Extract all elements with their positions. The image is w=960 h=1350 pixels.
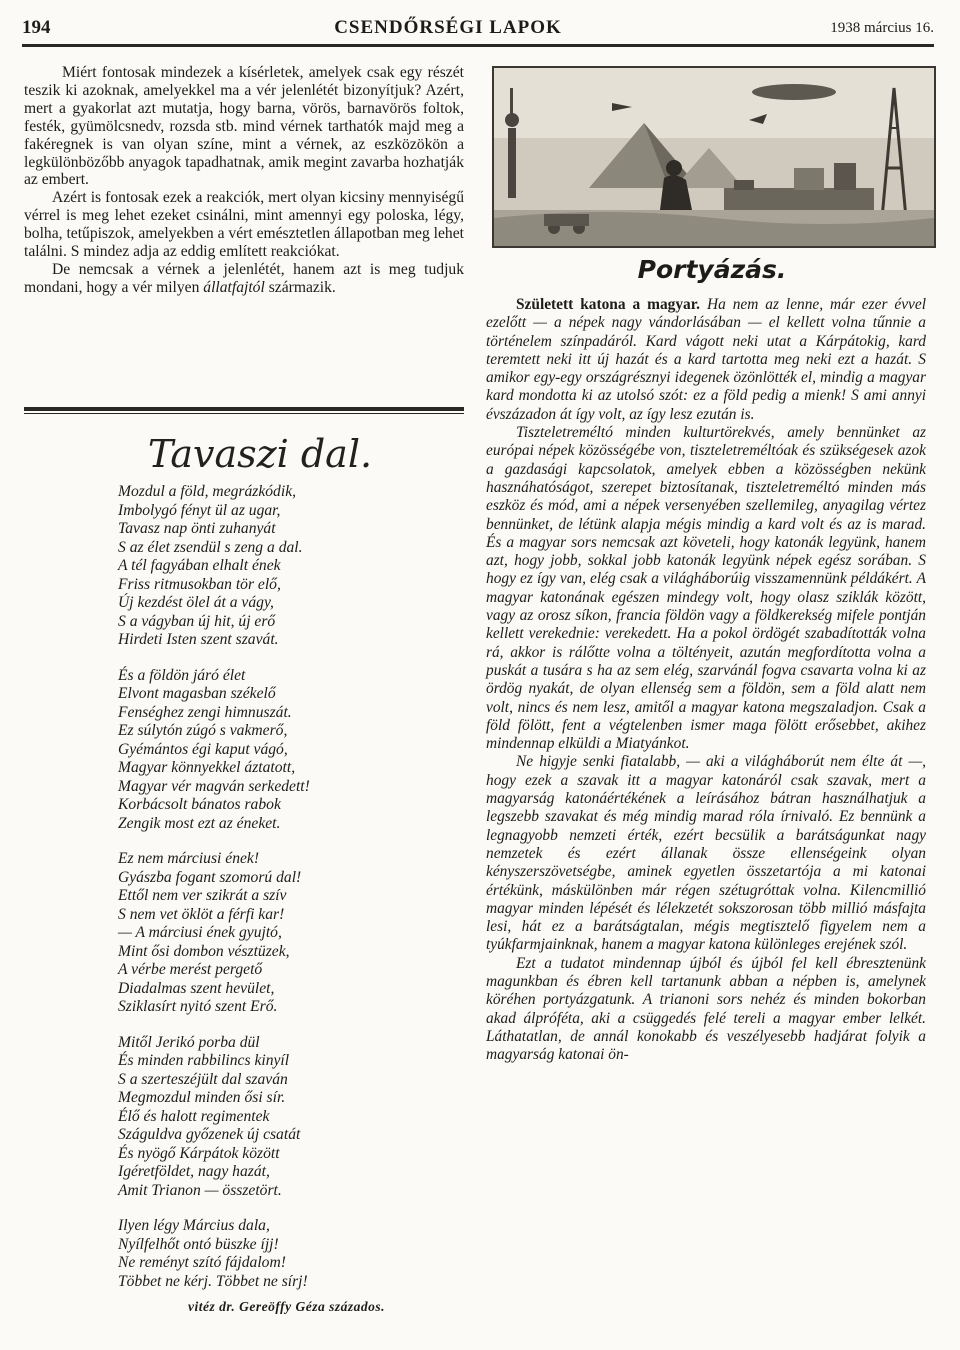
poem-line: És nyögő Kárpátok között bbox=[118, 1144, 280, 1162]
poem-line: — A márciusi ének gyujtó, bbox=[118, 924, 282, 941]
paragraph-text: De nemcsak a vérnek a jelenlétét, hanem azt is meg tudjuk mondani, hogy a vér milyen bbox=[24, 260, 464, 296]
emphasis-text: állatfajtól bbox=[203, 278, 265, 296]
poem-body bbox=[118, 483, 448, 1308]
poem-line: Élő és halott regimentek bbox=[118, 1107, 270, 1125]
poem-line: És a földön járó élet bbox=[118, 666, 246, 684]
poem-line: A vérbe merést pergető bbox=[118, 961, 263, 978]
article-paragraph: Ne higyje senki fiatalabb, — aki a világháborút nem élte át —, hogy ezek a szavak itt a magyar katonáról csak szavak, mert a magyarság katonáértékének a leírásához bátran használhatjuk a legszebb szavakat és még mindig marad róla írnivaló. Ez bennünk a legnagyobb nemzeti érték, ezért becsülik a barátságunkat nagy nemzetek és ezért állanak össze ellenségeink olyan kényszerszövetségbe, aminek egyetlen összetartója a mi katonai értékünk, máskülönben már régen szétugróttak volna. Kilencmillió magyar minden lépését és lélekzetét sokszorosan több millió másfajta lesi, hát ez a barátságtalan, mégis megtisztelő figyelem nem a tyúkfarmjainknak, hanem a magyar katona különleges erejének szól. bbox=[486, 753, 926, 954]
issue-date: 1938 március 16. bbox=[830, 19, 934, 36]
poem-stanza bbox=[118, 1034, 448, 1201]
section-divider bbox=[24, 407, 464, 411]
poem-line: Ilyen légy Március dala, bbox=[118, 1217, 270, 1234]
right-article bbox=[486, 296, 926, 1064]
poem-author: vitéz dr. Gereöffy Géza százados. bbox=[188, 1299, 385, 1314]
poem-line: Magyar könnyekkel áztatott, bbox=[118, 759, 296, 776]
left-article bbox=[24, 64, 464, 297]
poem-line: Mozdul a föld, megrázkódik, bbox=[118, 483, 297, 500]
poem-line: Imbolygó fényt ül az ugar, bbox=[118, 501, 281, 519]
section-divider-thin bbox=[24, 413, 464, 414]
poem-line: Ez súlytón zúgó s vakmerő, bbox=[118, 722, 288, 739]
poem-line: Gyászba fogant szomorú dal! bbox=[118, 868, 302, 886]
poem-line: Diadalmas szent hevület, bbox=[118, 979, 275, 997]
journal-title: CSENDŐRSÉGI LAPOK bbox=[334, 17, 562, 38]
header-rule bbox=[22, 44, 934, 47]
poem-line: Ne reményt szító fájdalom! bbox=[118, 1254, 286, 1271]
poem-line: Sziklasírt nyitó szent Erő. bbox=[118, 998, 278, 1015]
poem-line: És minden rabbilincs kinyíl bbox=[118, 1052, 290, 1069]
paragraph-text: származik. bbox=[264, 278, 336, 296]
poem-line: Hirdeti Isten szent szavát. bbox=[118, 631, 279, 648]
poem-line: Ettől nem ver szikrát a szív bbox=[118, 887, 287, 904]
poem-line: Amit Trianon — összetört. bbox=[118, 1181, 282, 1199]
poem-line: Zengik most ezt az éneket. bbox=[118, 814, 281, 832]
poem-line: Gyémántos égi kaput vágó, bbox=[118, 740, 288, 758]
poem-line: Korbácsolt bánatos rabok bbox=[118, 796, 281, 813]
poem-stanza bbox=[118, 667, 448, 834]
poem-line: Mitől Jerikó porba dül bbox=[118, 1033, 260, 1051]
header-illustration bbox=[492, 66, 936, 248]
poem-line: Mint ősi dombon vésztüzek, bbox=[118, 942, 290, 960]
poem-line: Ez nem márciusi ének! bbox=[118, 850, 260, 867]
article-paragraph: Miért fontosak mindezek a kísérletek, amelyek csak egy részét teszik ki azoknak, amelyekkel ma a vér jelenlétét bizonyítjuk? Azért, mert a gyakorlat azt mutatja, hogy barna, vörös, barnavörös foltok, festék, gyümölcsnedv, rozsda stb. mind vérnek tarthatók majd meg a fakéregnek is van olyan színe, mint a vérnek, az eszközökön a legkülönbözőbb anyagok tapadhatnak, amik megint zavarba hozhatják az embert. bbox=[24, 64, 464, 189]
poem-line: Igéretföldet, nagy hazát, bbox=[118, 1163, 270, 1180]
poem-line: Fenséghez zengi himnuszát. bbox=[118, 703, 292, 721]
paragraph-text: Ha nem az lenne, már ezer évvel ezelőtt — a népek nagy vándorlásában — el kellett volna tűnnie a történelem színpadáról. Kard vágott neki utat a Kárpátokig, kard teremtett neki itt új hazát és a kard tartotta meg neki ezt a hazát. S amikor egy-egy országrésznyi idegenek özönlötték el, mindig a magyar kard mondotta ki az utolsó szót: ez a föld pedig a mienk! S ami annyi évszázadon át így volt, az így lesz ezután is. bbox=[486, 296, 926, 423]
poem-line: Tavasz nap önti zuhanyát bbox=[118, 520, 276, 537]
article-paragraph: Azért is fontosak ezek a reakciók, mert olyan kicsiny mennyiségű vérrel is meg lehet ezeket csinálni, mint amennyi egy poloska, légy, bolha, tetűpiszok, amelyekben a vért emésztetlen állapotban meg lehet találni. S mindez adja az eddig említett reakciókat. bbox=[24, 189, 464, 261]
poem-line: Száguldva győzenek új csatát bbox=[118, 1126, 301, 1143]
article-paragraph: Ezt a tudatot mindennap újból és újból fel kell ébresztenünk magunkban és ébren kell tartanunk abban a népben is, amelynek köréhen portyázgatunk. A trianoni sors nehéz és minden bokorban akad álpróféta, aki a csüggedés felé tereli a magyar ember lelkét. Láthatatlan, de annál konokabb és veszélyesebb hadjárat folyik a magyarság katonai ön- bbox=[486, 954, 926, 1064]
article-lead: Született katona a magyar. bbox=[516, 296, 700, 313]
poem-line: Többet ne kérj. Többet ne sírj! bbox=[118, 1272, 308, 1290]
article-title: Portyázás. bbox=[637, 255, 787, 284]
poem-line: Megmozdul minden ősi sír. bbox=[118, 1089, 286, 1106]
poem-line: S nem vet öklöt a férfi kar! bbox=[118, 905, 285, 923]
poem-line: Friss ritmusokban tör elő, bbox=[118, 575, 281, 593]
illustration-artwork bbox=[494, 68, 934, 246]
poem-line: A tél fagyában elhalt ének bbox=[118, 557, 281, 574]
article-paragraph: Tiszteletreméltó minden kulturtörekvés, amely bennünket az európai népek közösségébe von, tiszteletreméltóak és szükségesek azok a gazdasági kapcsolatok, amelyek ebben a közösségben nekünk hasznáhatóságot, szerepet biztosítanak, tiszteletreméltó minden más eszköz és mód, ami a népek versenyében szellemileg, anyagilag vértez bennünket, de létünk alapja mégis mindig a kard volt és az is marad. És a magyar sors nemcsak azt követeli, hogy katonák legyünk, hanem azt, hogy jobb, sokkal jobb katonák legyünk népek egész sorában. S hogy ez így van, elég csak a világháborúig visszamennünk példákért. A magyar katonának egészen mindegy volt, hogy olasz sziklák között, vagy az orosz síkon, francia földön vagy a földkerekség mifele pontján kellett verekednie: verekedett. Ha a pokol ördögét szabadították volna rá, akkor is rálőtte volna a töltényeit, azután megfordította volna a puskát a tusára s ha az sem elég, szarvánál fogva csavarta volna ki az ördög nyakát, de olyan ellenség sem a földön, sem a föld alatt nem volt, nincs és nem lesz, amitől a magyar katona megszaladjon. Csak a föld fölött, fent a végtelenben ismer maga fölött erősebbet, akihez mindennap elküldi a Miatyánkot. bbox=[486, 424, 926, 753]
poem-line: Magyar vér magván serkedett! bbox=[118, 777, 310, 795]
poem-stanza bbox=[118, 1217, 448, 1291]
article-paragraph-last bbox=[24, 261, 464, 297]
page-header bbox=[22, 14, 934, 42]
poem-line: Új kezdést ölel át a vágy, bbox=[118, 594, 274, 611]
poem-line: Elvont magasban székelő bbox=[118, 685, 276, 702]
poem-stanza bbox=[118, 483, 448, 650]
poem-line: Nyílfelhőt ontó büszke íjj! bbox=[118, 1235, 279, 1253]
poem-line: S a szerteszéjült dal szaván bbox=[118, 1070, 288, 1088]
poem-stanza bbox=[118, 850, 448, 1017]
poem-line: S a vágyban új hit, új erő bbox=[118, 612, 276, 630]
poem-title: Tavaszi dal. bbox=[147, 432, 373, 476]
poem-line: S az élet zsendül s zeng a dal. bbox=[118, 538, 303, 556]
article-paragraph bbox=[486, 296, 926, 424]
page-number: 194 bbox=[22, 17, 51, 38]
